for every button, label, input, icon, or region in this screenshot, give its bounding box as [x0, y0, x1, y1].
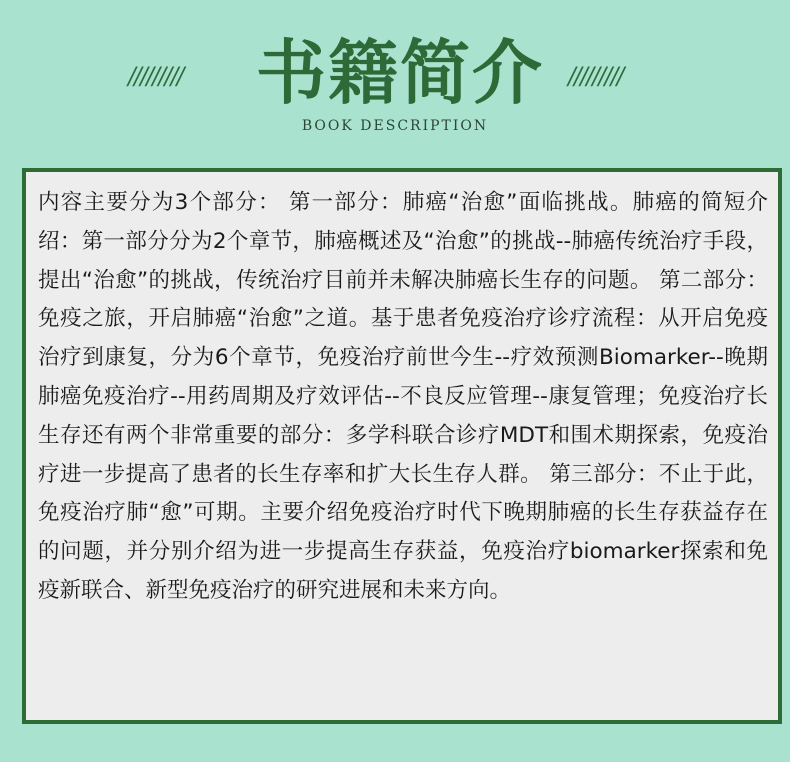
description-text: 内容主要分为3个部分： 第一部分：肺癌“治愈”面临挑战。肺癌的简短介绍：第一部分分为2个章节，肺癌概述及“治愈”的挑战--肺癌传统治疗手段，提出“治愈”的挑战，传统治疗目前并未解决肺癌长生存的问题。 第二部分：免疫之旅，开启肺癌“治愈”之道。基于患者免疫治疗诊疗流程：从开启免疫治疗到康复，分为6个章节，免疫治疗前世今生--疗效预测Biomarker--晚期肺癌免疫治疗--用药周期及疗效评估--不良反应管理--康复管理；免疫治疗长生存还有两个非常重要的部分：多学科联合诊疗MDT和围术期探索，免疫治疗进一步提高了患者的长生存率和扩大长生存人群。 第三部分：不止于此，免疫治疗肺“愈”可期。主要介绍免疫治疗时代下晚期肺癌的长生存获益存在的问题，并分别介绍为进一步提高生存获益，免疫治疗biomarker探索和免疫新联合、新型免疫治疗的研究进展和未来方向。 [38, 190, 768, 603]
left-decorative-slashes: ///////// [125, 62, 186, 90]
section-title: 书籍简介 [256, 31, 544, 114]
section-subtitle: BOOK DESCRIPTION [301, 118, 489, 134]
right-decorative-slashes: ///////// [565, 62, 626, 90]
section-header [0, 0, 790, 150]
description-box [22, 168, 782, 724]
